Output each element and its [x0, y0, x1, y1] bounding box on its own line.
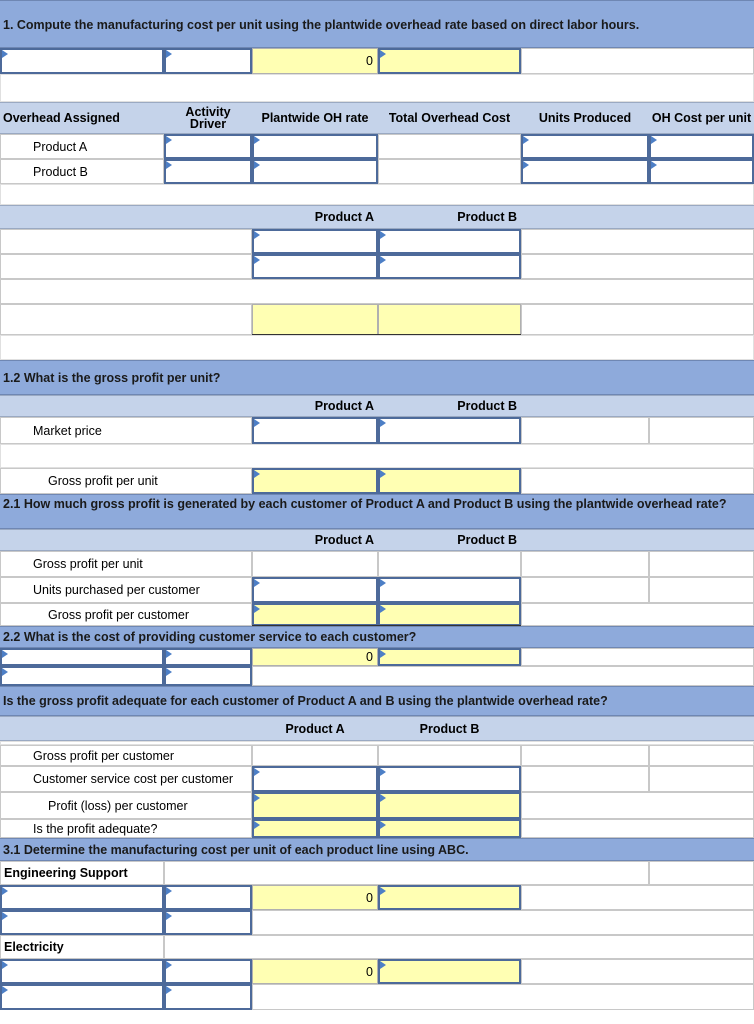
profit-loss-tail	[521, 792, 754, 819]
cost-a-2-input[interactable]	[252, 254, 378, 279]
plantwide-rate-b-input[interactable]	[252, 159, 378, 184]
gross-profit-unit-b-input[interactable]	[378, 468, 521, 494]
engineering-yellow-input[interactable]	[378, 885, 521, 910]
q1-2-header-product-a: Product A	[314, 399, 374, 413]
engineering-input-c[interactable]	[0, 910, 164, 935]
q1-title: 1. Compute the manufacturing cost per unit using the plantwide overhead rate based on direct labor hours.	[3, 18, 640, 32]
adequate-gp-tail	[521, 745, 649, 766]
profit-loss-row	[0, 792, 252, 819]
gross-profit-unit-tail	[521, 468, 754, 494]
q1-empty-cell	[521, 48, 754, 74]
q2-1-title-bar	[0, 494, 754, 529]
q2-1-header-product-a: Product A	[314, 533, 374, 547]
q1-2-title: 1.2 What is the gross profit per unit?	[3, 371, 221, 385]
adequate-header-product-b: Product B	[419, 721, 480, 736]
q2-1-gp-tail2	[649, 551, 754, 577]
engineering-support-label	[0, 861, 164, 885]
units-purchased-a-input[interactable]	[252, 577, 378, 603]
q1-yellow-input[interactable]	[378, 48, 521, 74]
row-label: Gross profit per unit	[33, 557, 143, 571]
q2-1-gp-a	[252, 551, 378, 577]
header-activity-driver: Activity Driver	[185, 105, 231, 131]
gp-per-customer-a-input[interactable]	[252, 603, 378, 626]
row-label: Gross profit per unit	[48, 474, 158, 488]
overhead-row-product-a	[0, 134, 164, 159]
adequate-gp-tail2	[649, 745, 754, 766]
gp-per-customer-b-input[interactable]	[378, 603, 521, 626]
adequate-b-input[interactable]	[378, 819, 521, 838]
blank-row	[0, 335, 754, 360]
electricity-input-c[interactable]	[0, 984, 164, 1010]
electricity-yellow-input[interactable]	[378, 959, 521, 984]
activity-driver-a-input[interactable]	[164, 134, 252, 159]
engineering-input-d[interactable]	[164, 910, 252, 935]
row-label: Market price	[33, 423, 102, 438]
electricity-tail	[521, 959, 754, 984]
q1-zero-cell	[252, 48, 378, 74]
electricity-input-a[interactable]	[0, 959, 164, 984]
market-price-a-input[interactable]	[252, 417, 378, 444]
q3-1-title-bar	[0, 838, 754, 861]
q2-2-tail	[521, 648, 754, 666]
market-price-row	[0, 417, 252, 444]
q2-2-title-bar	[0, 626, 754, 648]
activity-driver-b-input[interactable]	[164, 159, 252, 184]
section-label: Engineering Support	[4, 866, 128, 880]
header-total-overhead-cost: Total Overhead Cost	[388, 111, 511, 125]
q2-2-zero-value: 0	[366, 650, 373, 664]
profit-loss-b-input[interactable]	[378, 792, 521, 819]
cost-row-2-tail	[521, 254, 754, 279]
engineering-zero-cell	[252, 885, 378, 910]
oh-cost-b-input[interactable]	[649, 159, 754, 184]
cost-total-b	[378, 304, 521, 335]
q1-title-bar	[0, 0, 754, 48]
q1-input-b[interactable]	[164, 48, 252, 74]
q2-2-title: 2.2 What is the cost of providing customer service to each customer?	[3, 630, 417, 644]
q2-1-gp-b	[378, 551, 521, 577]
header-plantwide-oh-rate: Plantwide OH rate	[261, 111, 369, 125]
cost-row-1	[0, 229, 252, 254]
adequate-title: Is the gross profit adequate for each customer of Product A and B using the plantwide overhead rate?	[3, 694, 608, 708]
service-cost-row	[0, 766, 252, 792]
q2-2-input-a[interactable]	[0, 648, 164, 666]
units-produced-b-input[interactable]	[521, 159, 649, 184]
gp-per-customer-row	[0, 603, 252, 626]
gross-profit-unit-a-input[interactable]	[252, 468, 378, 494]
q1-2-header-product-b: Product B	[457, 399, 517, 413]
q1-zero-value: 0	[366, 54, 373, 68]
q1-blank-row	[0, 74, 754, 102]
row-label: Units purchased per customer	[33, 583, 200, 597]
section-label: Electricity	[4, 940, 64, 954]
service-cost-a-input[interactable]	[252, 766, 378, 792]
cost-a-1-input[interactable]	[252, 229, 378, 254]
q2-1-gp-tail	[521, 551, 649, 577]
profit-loss-a-input[interactable]	[252, 792, 378, 819]
row-label: Is the profit adequate?	[33, 821, 158, 836]
q2-1-gross-profit-row	[0, 551, 252, 577]
cost-header-product-a: Product A	[314, 210, 374, 224]
header-units-produced: Units Produced	[538, 111, 632, 125]
adequate-gp-row	[0, 745, 252, 766]
gross-profit-unit-row	[0, 468, 252, 494]
plantwide-rate-a-input[interactable]	[252, 134, 378, 159]
q2-1-header-product-b: Product B	[457, 533, 517, 547]
service-cost-tail2	[649, 766, 754, 792]
market-price-tail2	[649, 417, 754, 444]
row-label: Gross profit per customer	[33, 748, 175, 763]
cost-row-1-tail	[521, 229, 754, 254]
cost-total-tail	[521, 304, 754, 335]
cost-header-product-b: Product B	[457, 210, 517, 224]
adequate-gp-a	[252, 745, 378, 766]
cost-row-2	[0, 254, 252, 279]
oh-cost-a-input[interactable]	[649, 134, 754, 159]
overhead-row-product-b	[0, 159, 164, 184]
q2-2-row2-tail	[252, 666, 754, 686]
adequate-a-input[interactable]	[252, 819, 378, 838]
row-label: Profit (loss) per customer	[48, 798, 188, 813]
q1-2-title-bar	[0, 360, 754, 395]
electricity-label	[0, 935, 164, 959]
q2-2-yellow-input[interactable]	[378, 648, 521, 666]
q2-2-input-c[interactable]	[0, 666, 164, 686]
units-produced-a-input[interactable]	[521, 134, 649, 159]
service-cost-tail	[521, 766, 649, 792]
blank-row	[0, 184, 754, 205]
adequate-title-bar	[0, 686, 754, 716]
q1-input-a[interactable]	[0, 48, 164, 74]
adequate-tail	[521, 819, 754, 838]
row-label: Product A	[33, 139, 88, 154]
row-label: Product B	[33, 164, 88, 179]
row-label: Customer service cost per customer	[33, 772, 234, 786]
adequate-gp-b	[378, 745, 521, 766]
units-purchased-tail	[521, 577, 649, 603]
electricity-input-d[interactable]	[164, 984, 252, 1010]
cost-b-1-input[interactable]	[378, 229, 521, 254]
units-purchased-b-input[interactable]	[378, 577, 521, 603]
service-cost-b-input[interactable]	[378, 766, 521, 792]
cost-total-row	[0, 304, 252, 335]
header-overhead-assigned: Overhead Assigned	[3, 111, 120, 125]
q2-2-input-d[interactable]	[164, 666, 252, 686]
market-price-tail	[521, 417, 649, 444]
total-overhead-a-cell	[378, 134, 521, 159]
q2-1-title: 2.1 How much gross profit is generated by each customer of Product A and Product B using the plantwide overhead rate?	[3, 497, 727, 511]
market-price-b-input[interactable]	[378, 417, 521, 444]
gp-per-customer-tail	[521, 603, 754, 626]
cost-row-3	[0, 279, 754, 304]
engineering-tail	[521, 885, 754, 910]
adequate-row	[0, 819, 252, 838]
blank-row	[0, 444, 754, 468]
electricity-row2-tail	[252, 984, 754, 1010]
engineering-input-b[interactable]	[164, 885, 252, 910]
electricity-zero-value: 0	[366, 964, 373, 979]
cost-total-a	[252, 304, 378, 335]
engineering-row2-tail	[252, 910, 754, 935]
header-oh-cost-per-unit: OH Cost per unit	[651, 111, 752, 125]
total-overhead-b-cell	[378, 159, 521, 184]
electricity-input-b[interactable]	[164, 959, 252, 984]
adequate-header-product-a: Product A	[285, 721, 345, 736]
row-label: Gross profit per customer	[48, 607, 190, 622]
q2-2-zero-cell	[252, 648, 378, 666]
cost-b-2-input[interactable]	[378, 254, 521, 279]
engineering-zero-value: 0	[366, 890, 373, 905]
engineering-header-tail	[649, 861, 754, 885]
units-purchased-row	[0, 577, 252, 603]
units-purchased-tail2	[649, 577, 754, 603]
electricity-header-cell	[164, 935, 754, 959]
engineering-header-cell	[164, 861, 649, 885]
engineering-input-a[interactable]	[0, 885, 164, 910]
q3-1-title: 3.1 Determine the manufacturing cost per unit of each product line using ABC.	[3, 843, 469, 857]
q2-2-input-b[interactable]	[164, 648, 252, 666]
electricity-zero-cell	[252, 959, 378, 984]
